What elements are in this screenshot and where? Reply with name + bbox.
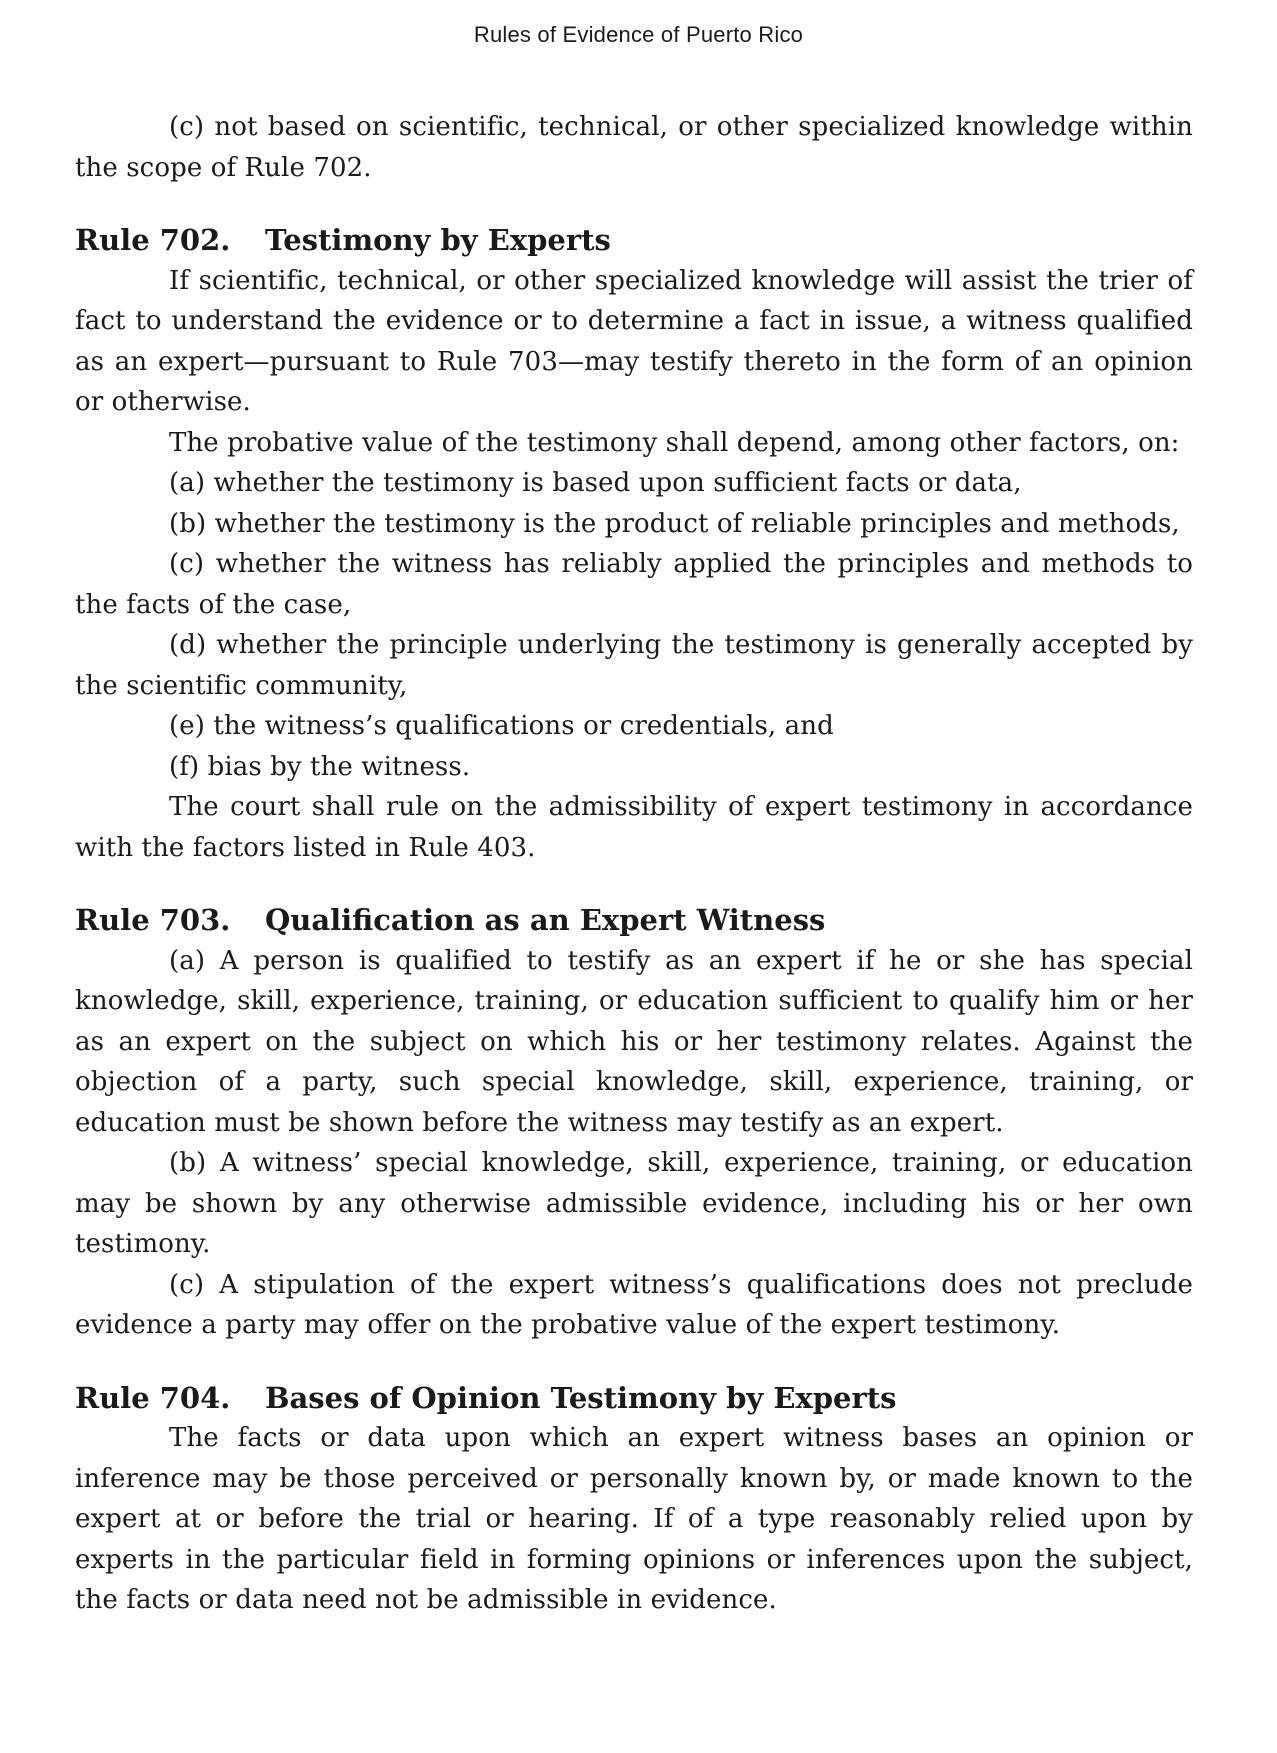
- rule-703-number: Rule 703.: [75, 903, 231, 937]
- rule-702-item-f: (f) bias by the witness.: [169, 751, 471, 782]
- rule-703-heading: [75, 900, 1193, 941]
- document-body: [75, 107, 1193, 1621]
- rule-702-paragraph: The probative value of the testimony shall depend, among other factors, on:: [169, 427, 1180, 458]
- rule-703-item-b: (b) A witness’ special knowledge, skill, experience, training, or education may be shown by any otherwise admissible evidence, including his or her own testimony.: [75, 1148, 1193, 1259]
- rule-702-title: Testimony by Experts: [265, 223, 611, 257]
- rule-702-item-c: (c) whether the witness has reliably applied the principles and methods to the facts of the case,: [75, 549, 1193, 620]
- rule-702-paragraph: If scientific, technical, or other specialized knowledge will assist the trier of fact to understand the evidence or to determine a fact in issue, a witness qualified as an expert—pursuant to Rule 703—may testify thereto in the form of an opinion or otherwise.: [75, 265, 1193, 417]
- rule-702-item-d: (d) whether the principle underlying the testimony is generally accepted by the scientific community,: [75, 630, 1193, 701]
- rule-704-paragraph: The facts or data upon which an expert witness bases an opinion or inference may be those perceived or personally known by, or made known to the expert at or before the trial or hearing. If of a type reasonably relied upon by experts in the particular field in forming opinions or inferences upon the subject, the facts or data need not be admissible in evidence.: [75, 1423, 1193, 1615]
- rule-704-number: Rule 704.: [75, 1380, 231, 1415]
- rule-702-item-a: (a) whether the testimony is based upon sufficient facts or data,: [169, 468, 1022, 498]
- rule-704-heading: [75, 1378, 1193, 1419]
- rule-702-paragraph: The court shall rule on the admissibility of expert testimony in accordance with the factors listed in Rule 403.: [75, 792, 1193, 863]
- rule-703-item-a: (a) A person is qualified to testify as an expert if he or she has special knowledge, skill, experience, training, or education sufficient to qualify him or her as an expert on the subject on which his or her testimony relates. Against the objection of a party, such special knowledge, skill, experience, training, or education must be shown before the witness may testify as an expert.: [75, 945, 1193, 1138]
- rule-702-heading: [75, 220, 1193, 261]
- rule-703-title: Qualification as an Expert Witness: [265, 903, 826, 937]
- rule-702-item-e: (e) the witness’s qualifications or credentials, and: [169, 711, 834, 741]
- rule-703-item-c: (c) A stipulation of the expert witness’s qualifications does not preclude evidence a party may offer on the probative value of the expert testimony.: [75, 1269, 1193, 1340]
- rule-702-item-b: (b) whether the testimony is the product of reliable principles and methods,: [169, 508, 1180, 539]
- intro-paragraph: (c) not based on scientific, technical, or other specialized knowledge within the scope of Rule 702.: [75, 112, 1193, 183]
- rule-704-title: Bases of Opinion Testimony by Experts: [265, 1380, 897, 1415]
- running-header: Rules of Evidence of Puerto Rico: [473, 22, 804, 47]
- rule-702-number: Rule 702.: [75, 223, 231, 257]
